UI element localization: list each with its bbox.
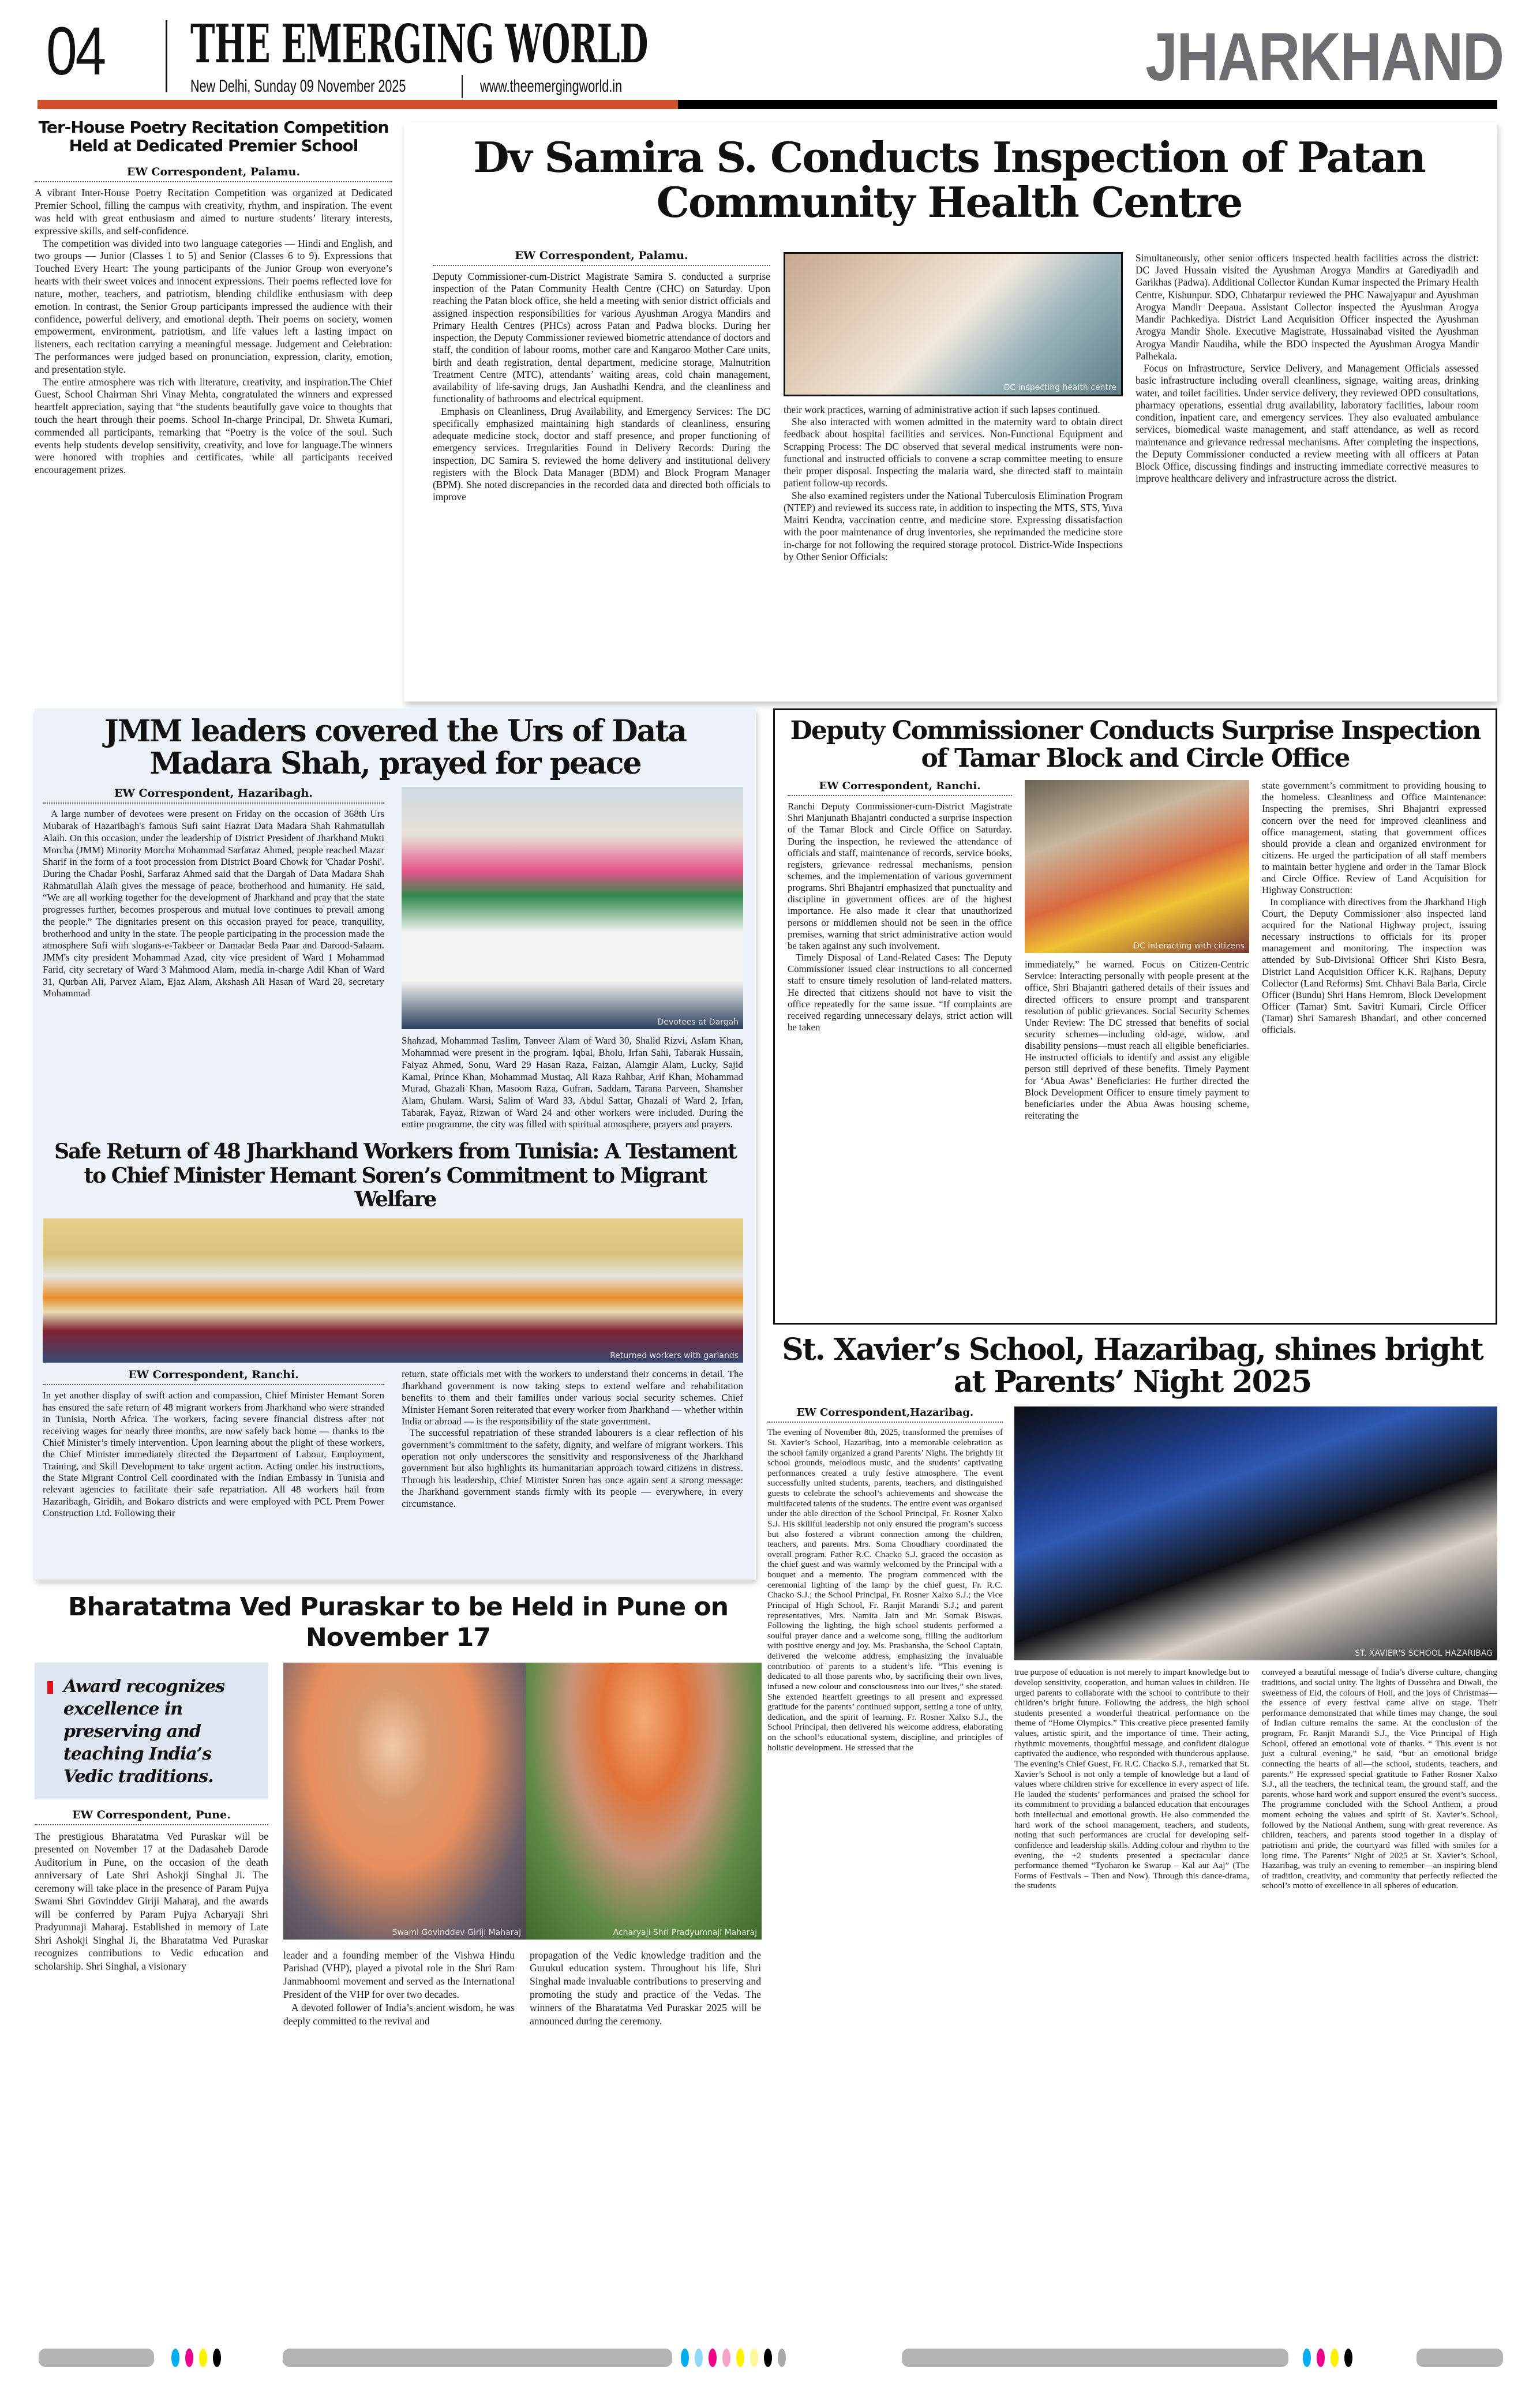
photo-alt-text: DC inspecting health centre [1003, 383, 1116, 392]
ved-column-1 [35, 1663, 268, 1973]
byline: EW Correspondent, Ranchi. [788, 780, 1012, 796]
registration-dot [185, 2349, 193, 2367]
article-ved-puraskar [35, 1592, 762, 2342]
paragraph: immediately,” he warned. Focus on Citizen-Centric Service: Interacting personally with people present at the office, Shri Bhajantri gathered details of their issues and directed officers to ensure prompt and transparent resolution of public grievances. Social Security Schemes Under Review: The DC stressed that benefits of social security schemes—including old-age, widow, and disability pensions—must reach all eligible beneficiaries. He instructed officials to identify and assist any eligible person still deprived of these benefits. Timely Payment for ‘Abua Awas’ Beneficiaries: He further directed the Block Development Officer to ensure timely payment to beneficiaries under the Abua Awas housing scheme, reiterating the [1025, 959, 1249, 1122]
ved-photo-2 [526, 1663, 762, 1940]
registration-dot [764, 2349, 772, 2367]
article-body [788, 801, 1012, 1033]
article-body [35, 1830, 268, 1973]
headline-tunisia: Safe Return of 48 Jharkhand Workers from Tunisia: A Testament to Chief Minister Hemant Soren’s Commitment to Migrant Welfare [54, 1139, 736, 1211]
registration-dot [736, 2349, 744, 2367]
headline-jmm: JMM leaders covered the Urs of Data Madara Shah, prayed for peace [104, 714, 686, 782]
paragraph: The evening of November 8th, 2025, transformed the premises of St. Xavier’s School, Hazaribag, into a memorable celebration as the school family organized a grand Parents’ Night. The brightly lit school grounds, melodious music, and the students’ captivating performances created a truly festive atmosphere. The event successfully united students, parents, teachers, and distinguished guests to celebrate the school’s achievements and showcase the multifaceted talents of the students. The entire event was organised under the able direction of the School Principal, Fr. Rosner Xalxo S.J. His skillful leadership not only ensured the program’s success but also fostered a vibrant connection among the children, teachers, and parents. Mrs. Soma Choudhary coordinated the overall program. Father R.C. Chacko S.J. graced the occasion as the chief guest and was warmly welcomed by the Principal with a bouquet and a memento. The program commenced with the ceremonial lighting of the lamp by the chief guest, Fr. R.C. Chacko S.J.; the School Principal, Fr. Rosner Xalxo S.J.; the Vice Principal of High School, Fr. Ranjit Marandi S.J.; and parent representatives, Mrs. Namita Jain and Mr. Somak Biswas. Following the lighting, the high school students performed a soulful prayer dance and a welcome song, filling the auditorium with positive energy and joy. Ms. Prashansha, the School Captain, delivered the welcome address, emphasizing the invaluable contribution of parents to a student’s life. “This evening is dedicated to all those parents who, by sacrificing their own lives, infused a new colour and consciousness into our lives,” she stated. She extended heartfelt greetings to all present and expressed gratitude for the parents’ continued support, setting a tone of unity, dedication, and the spirit of learning. Fr. Rosner Xalxo S.J., the School Principal, then delivered his welcome address, elaborating on the school’s educational system, discipline, and principles of holistic development. He stressed that the [767, 1427, 1003, 1753]
paragraph: The competition was divided into two language categories — Hindi and English, and two groups — Junior (Classes 1 to 5) and Senior (Classes 6 to 9). Expressions that Touched Every Heart: The young participants of the Junior Group won everyone’s hearts with their sweet voices and innocent expressions. Their poems reflected love for nature, mother, teachers, and patriotism, blending childlike enthusiasm with deep emotion. In contrast, the Senior Group participants impressed the audience with their confidence, powerful delivery, and emotional depth. Their poems on society, women empowerment, environment, patriotism, and life values left a lasting impact on listeners, each recitation carrying a meaningful message. Judgement and Celebration: The performances were judged based on pronunciation, expression, clarity, emotion, and presentation style. [35, 237, 392, 375]
registration-dot [1344, 2349, 1352, 2367]
dateline-divider [462, 75, 463, 98]
panel-jmm-tunisia [35, 708, 756, 1580]
paragraph: propagation of the Vedic knowledge tradition and the Gurukul education system. Throughout his life, Shri Singhal made invaluable contributions to preserving and promoting the study and practice of the Vedas. The winners of the Bharatatma Ved Puraskar 2025 will be announced during the ceremony. [530, 1949, 761, 2027]
tamar-column-2 [1025, 780, 1249, 1122]
registration-dot [778, 2349, 786, 2367]
ved-column-2 [283, 1949, 515, 2028]
registration-dot [1317, 2349, 1325, 2367]
paragraph: The prestigious Bharatatma Ved Puraskar will be presented on November 17 at the Dadasaheb Darode Auditorium in Pune, on the occasion of the death anniversary of Late Shri Ashokji Singhal Ji. The ceremony will take place in the presence of Param Pujya Swami Shri Govinddev Giriji Maharaj, and the awards will be conferred by Param Pujya Acharyaji Shri Pradyumnaji Maharaj. Established in memory of Late Shri Ashokji Singhal Ji, the Bharatatma Ved Puraskar recognizes contributions to Vedic education and scholarship. Shri Singhal, a visionary [35, 1830, 268, 1972]
registration-dot [1331, 2349, 1339, 2367]
masthead-rule-black [678, 100, 1497, 109]
xavier-photo [1014, 1406, 1497, 1660]
tamar-column-3 [1262, 780, 1486, 1036]
article-photo [784, 252, 1123, 396]
paragraph: conveyed a beautiful message of India’s diverse culture, changing traditions, and social unity. The lights of Dussehra and Diwali, the sweetness of Eid, the colours of Holi, and the joys of Christmas—the essence of every festival came alive on stage. Their performance demonstrated that while times may change, the soul of Indian culture remains the same. At the conclusion of the program, Fr. Ranjit Marandi S.J., the Vice Principal of High School, offered an emotional vote of thanks. “ This event is not just a cultural evening,” he said, “but an emotional bridge connecting the hearts of all—the school, students, teachers, and parents.” He expressed special gratitude to Father Rosner Xalxo S.J., all the teachers, the technical team, the ground staff, and the parents, whose hard work and support ensured the event’s success. The programme concluded with the School Anthem, a proud moment echoing the values and spirit of St. Xavier’s School, followed by the National Anthem, sung with great reverence. As children, teachers, and parents stood together in a display of patriotism and pride, the courtyard was filled with smiles for a long time. The Parents’ Night of 2025 at St. Xavier’s School, Hazaribag, was truly an evening to remember—an inspiring blend of tradition, creativity, and community that perfectly reflected the school’s motto of excellence in all spheres of education. [1262, 1667, 1497, 1891]
paragraph: A large number of devotees were present on Friday on the occasion of 368th Urs Mubarak of Hazaribagh's famous Sufi saint Hazrat Data Madara Shah Rahmatullah Alaih. On this occasion, under the leadership of District President of Jharkhand Mukti Morcha (JMM) Minority Morcha Mohammad Sarfaraz Ahmed, people reached Mazar Sharif in the form of a foot procession from District Board Chowk for 'Chadar Poshi'. During the Chadar Poshi, Sarfaraz Ahmed said that the Dargah of Data Madara Shah Rahmatullah Alaih gives the message of peace, brotherhood and humanity. He said, “We are all working together for the development of Jharkhand and pray that the state progresses further, becomes prosperous and mutual love continues to prevail among the people.” The dignitaries present on this occasion prayed for peace, tranquility, brotherhood and unity in the state. The people participating in the procession made the atmosphere Sufi with slogans-e-Takbeer or Damadar Beda Paar and Darood-Salaam. JMM's city president Mohammad Azad, city vice president of Ward 1 Mohammad Farid, city secretary of Ward 3 Mahmood Alam, media in-charge Adil Khan of Ward 31, Qurban Ali, Parvez Alam, Ejaz Alam, Akshash Ali Hasan of Ward 28, secretary Mohammad [43, 808, 384, 999]
paragraph: true purpose of education is not merely to impart knowledge but to develop sensitivity, cooperation, and human values in children. He urged parents to collaborate with the school to contribute to their children’s bright future. Following the address, the high school students presented a wonderful theatrical performance on the theme of “Home Olympics.” This creative piece presented family values, artistic spirit, and the importance of time. Their acting, rhythmic movements, thoughtful message, and confident dialogue captivated the audience, who responded with thunderous applause. The evening’s Chief Guest, Fr. R.C. Chacko S.J., remarked that St. Xavier’s School is not only a temple of knowledge but a land of values where children strive for excellence in every aspect of life. He lauded the students’ performances and praised the school for its commitment to providing a balanced education that encourages both intellectual and emotional growth. He also commended the hard work of the school management, teachers, and students, noting that such performances are crucial for developing self-confidence and leadership skills. Adding colour and rhythm to the evening, the +2 students presented a spectacular dance performance themed “Tyoharon ke Swarup – Kal aur Aaj” (The Forms of Festivals – Then and Now). Through this dance-drama, the students [1014, 1667, 1249, 1891]
tamar-columns [788, 780, 1486, 1122]
print-bar [1416, 2349, 1503, 2367]
jmm-column-2-wrap [402, 787, 743, 1131]
xavier-column-2 [1014, 1667, 1249, 1891]
paragraph: In yet another display of swift action and compassion, Chief Minister Hemant Soren has ensured the safe return of 48 migrant workers from Jharkhand who were stranded in Tunisia, North Africa. The workers, facing severe financial distress after not receiving wages for nearly three months, are now safely back home — thanks to the Chief Minister’s timely intervention. Upon learning about the plight of these workers, the Chief Minister immediately directed the Department of Labour, Employment, Training, and Skill Development to take urgent action. Acting under his instructions, the State Migrant Control Cell coordinated with the Indian Embassy in Tunisia and relevant agencies to facilitate their safe repatriation. All 48 workers hail from Hazaribagh, Giridih, and Bokaro districts and were employed with PCL Prem Power Construction Ltd. Following their [43, 1390, 384, 1519]
paragraph: Simultaneously, other senior officers inspected health facilities across the district: DC Javed Hussain visited the Ayushman Arogya Mandirs at Garediyadih and Garikhas (Padwa). Additional Collector Kundan Kumar inspected the Primary Health Centre, Kishunpur. SDO, Chhatarpur reviewed the PHC Nawajyapur and Ayushman Arogya Mandir Deepaua. Assistant Collector inspected the Ayushman Arogya Mandir Pachkediya. District Land Acquisition Officer inspected the Ayushman Arogya Mandir Shole. Executive Magistrate, Hussainabad visited the Ayushman Arogya Mandir Naudiha, while the BDO inspected the Ayushman Arogya Mandir Palhekala. [1135, 252, 1479, 362]
xavier-text-columns [1014, 1667, 1497, 1891]
photo-alt-text: Devotees at Dargah [657, 1018, 739, 1027]
masthead-rule-accent [38, 100, 678, 109]
article-body [43, 808, 384, 1000]
paragraph: leader and a founding member of the Vishwa Hindu Parishad (VHP), played a pivotal role in the Shri Ram Janmabhoomi movement and served as the International President of the VHP for over two decades. [283, 1949, 515, 2001]
xavier-column-3 [1262, 1667, 1497, 1891]
photo-alt-text: DC interacting with citizens [1133, 942, 1245, 951]
byline: EW Correspondent, Palamu. [433, 249, 770, 266]
paragraph: In compliance with directives from the Jharkhand High Court, the Deputy Commissioner also inspected land acquired for the National Highway project, issuing necessary instructions to officials for its proper management and monitoring. The inspection was attended by Sub-Divisional Officer Shri Kisto Besra, District Land Acquisition Officer K.K. Rajhans, Deputy Collector (Land Reforms) Smt. Chhavi Bala Barla, Circle Officer (Bundu) Shri Hans Hemrom, Block Development Officer (Tamar) Smt. Savitri Kumari, Circle Officer (Tamar) Shri Samaresh Bhandari, and other concerned officials. [1262, 896, 1486, 1036]
registration-dot [171, 2349, 179, 2367]
registration-dot [709, 2349, 717, 2367]
registration-dot [722, 2349, 730, 2367]
newspaper-title: THE EMERGING WORLD [190, 13, 648, 75]
photo-alt-text: Swami Govinddev Giriji Maharaj [392, 1927, 521, 1937]
print-bar [283, 2349, 672, 2367]
article-body [767, 1427, 1003, 1753]
jmm-column-2 [402, 1035, 743, 1131]
tamar-column-1 [788, 780, 1012, 1033]
byline: EW Correspondent, Ranchi. [43, 1368, 384, 1385]
headline: Deputy Commissioner Conducts Surprise Inspection of Tamar Block and Circle Office [790, 716, 1481, 773]
paragraph: She also examined registers under the National Tuberculosis Elimination Program (NTEP) and reviewed its success rate, in addition to inspecting the MTS, STS, Yuva Maitri Kendra, vaccination centre, and medicine store. Expressing dissatisfaction with the poor maintenance of drug inventories, she reprimanded the medicine store in-charge for not following the required storage protocol. District-Wide Inspections by Other Senior Officials: [784, 489, 1123, 562]
jmm-columns [43, 787, 748, 1131]
xavier-columns [767, 1406, 1497, 1891]
paragraph: A vibrant Inter-House Poetry Recitation Competition was organized at Dedicated Premier School, filling the campus with creativity, rhythm, and inspiration. The event was held with great enthusiasm and aimed to nurture students’ literary interests, expressive skills, and self-confidence. [35, 187, 392, 237]
pullquote-box [35, 1663, 268, 1799]
print-bar [902, 2349, 1288, 2367]
website-link[interactable]: www.theemergingworld.in [480, 77, 623, 96]
article-body [1262, 780, 1486, 1036]
xavier-right [1014, 1406, 1497, 1891]
print-bar [39, 2349, 154, 2367]
paragraph: return, state officials met with the workers to understand their concerns in detail. The Jharkhand government is now taking steps to extend welfare and rehabilitation benefits to them and their families under various social security schemes. Chief Minister Hemant Soren reiterated that every worker from Jharkhand — whether within India or abroad — is the responsibility of the state government. [402, 1368, 743, 1427]
paragraph: Focus on Infrastructure, Service Delivery, and Management Officials assessed basic infrastructure including overall cleanliness, signage, waiting areas, drinking water, and toilet facilities. Under service delivery, they reviewed OPD consultations, pharmacy operations, essential drug availability, laboratory facilities, labour room condition, inpatient care, and emergency services. They also evaluated ambulance services, biomedical waste management, and staff attendance, as well as record maintenance and grievance redressal mechanisms. After completing the inspections, the Deputy Commissioner conducted a review meeting with all officers at Patan Block Office, discussing findings and instructing immediate corrective measures to improve healthcare delivery and infrastructure across the district. [1135, 362, 1479, 485]
registration-dot [695, 2349, 703, 2367]
paragraph: Timely Disposal of Land-Related Cases: The Deputy Commissioner issued clear instructions to all concerned staff to ensure timely resolution of land-related matters. He directed that citizens should not have to visit the office repeatedly for the same issue. “If complaints are received regarding unnecessary delays, strict action will be taken [788, 952, 1012, 1033]
paragraph: Shahzad, Mohammad Taslim, Tanveer Alam of Ward 30, Shalid Rizvi, Aslam Khan, Mohammad were present in the program. Iqbal, Bholu, Irfan Sahi, Tabarak Hussain, Faiyaz Ahmed, Sonu, Ward 29 Hasan Raza, Faizan, Alamgir Alam, Lucky, Sajid Kamal, Prince Khan, Mohammad Mustaq, Ali Raza Rahbar, Arif Khan, Mohammad Murad, Ghazali Khan, Masoom Raza, Gufran, Saddam, Tarana Parveen, Shamsher Alam, Ghulam. Warsi, Salim of Ward 33, Abdul Sattar, Ghazali of Ward 2, Irfan, Tabarak, Fayaz, Rizwan of Ward 24 and other workers were included. During the entire programme, the city was filled with spiritual atmosphere, prayers and prayers. [402, 1035, 743, 1130]
registration-dot [681, 2349, 689, 2367]
ved-columns [35, 1663, 762, 2028]
photo-alt-text: Returned workers with garlands [610, 1351, 739, 1361]
jmm-photo [402, 787, 743, 1029]
paragraph: The entire atmosphere was rich with literature, creativity, and inspiration.The Chief Guest, School Chairman Shri Vinay Mehta, congratulated the winners and expressed heartfelt appreciation, saying that “the students beautifully gave voice to thoughts that touch the heart through their poems. School In-charge Principal, Dr. Shweta Kumari, commended all participants, remarking that “Poetry is the voice of the soul. Such events help students develop sensitivity, creativity, and love for language.The winners were honored with trophies and certificates, while all participants received encouragement prizes. [35, 376, 392, 476]
page-number: 04 [46, 13, 105, 89]
paragraph: She also interacted with women admitted in the maternity ward to obtain direct feedback about hospital facilities and services. Non-Functional Equipment and Scrapping Process: The DC observed that several medical instruments were non-functional and instructed officials to convene a scrap committee meeting to ensure their proper disposal. Inspecting the malaria ward, she directed staff to maintain patient follow-up records. [784, 416, 1123, 489]
paragraph: A devoted follower of India’s ancient wisdom, he was deeply committed to the revival and [283, 2002, 515, 2027]
article-body [784, 404, 1123, 563]
section-label: JHARKHAND [1145, 19, 1503, 95]
article-body [402, 1368, 743, 1510]
pullquote [47, 1675, 258, 1788]
masthead-divider [166, 20, 167, 92]
article-body [1135, 252, 1479, 485]
dateline: New Delhi, Sunday 09 November 2025 [190, 77, 406, 96]
photo-alt-text: Acharyaji Shri Pradyumnaji Maharaj [613, 1927, 757, 1937]
headline: Ter-House Poetry Recitation Competition Held at Dedicated Premier School [38, 118, 389, 156]
article-body [43, 1390, 384, 1519]
ved-right [283, 1663, 762, 2028]
ved-photos [283, 1663, 762, 1940]
bullet-icon [47, 1681, 53, 1694]
registration-dot [750, 2349, 758, 2367]
column-3 [1135, 252, 1479, 485]
byline: EW Correspondent, Hazaribagh. [43, 787, 384, 804]
paragraph: Emphasis on Cleanliness, Drug Availability, and Emergency Services: The DC specifically emphasized maintaining high standards of cleanliness, ensuring adequate medicine stock, doctor and staff presence, and proper functioning of emergency services. Irregularities Found in Delivery Records: During the inspection, DC Samira S. reviewed the home delivery and institutional delivery registers with the Block Data Manager (BDM) and Block Program Manager (BPM). She noted discrepancies in the recorded data and directed both officials to improve [433, 405, 770, 503]
column-2 [784, 404, 1123, 563]
tunisia-column-1 [43, 1368, 384, 1519]
article-body [1025, 959, 1249, 1122]
tunisia-columns [43, 1368, 748, 1519]
paragraph: Ranchi Deputy Commissioner-cum-District Magistrate Shri Manjunath Bhajantri conducted a surprise inspection of the Tamar Block and Circle Office on Saturday. During the inspection, he reviewed the attendance of officials and staff, maintenance of records, service books, registers, grievance redressal mechanisms, pension schemes, and the implementation of various government programs. Shri Bhajantri emphasized that punctuality and discipline in government offices are of the highest importance. He also made it clear that unauthorized persons or middlemen should not be seen in the office premises, warning that strict administrative action would be taken against any such involvement. [788, 801, 1012, 951]
tunisia-column-2 [402, 1368, 743, 1510]
tunisia-photo [43, 1218, 743, 1363]
photo-alt-text: ST. XAVIER'S SCHOOL HAZARIBAG [1355, 1649, 1493, 1659]
article-poetry [35, 118, 392, 698]
article-health-centre [404, 122, 1497, 702]
tamar-photo [1025, 780, 1249, 953]
article-body [433, 271, 770, 503]
registration-dot [1303, 2349, 1311, 2367]
headline: St. Xavier’s School, Hazaribag, shines bright at Parents’ Night 2025 [782, 1332, 1483, 1400]
article-tamar [773, 708, 1497, 1325]
ved-text-columns [283, 1949, 762, 2028]
jmm-column-1 [43, 787, 384, 1000]
paragraph: The successful repatriation of these stranded labourers is a clear reflection of his government’s commitment to the safety, dignity, and welfare of migrant workers. This operation not only underscores the sensitivity and responsiveness of the Jharkhand government but also highlights its humanitarian approach toward citizens in distress. Through his leadership, Chief Minister Soren has once again sent a strong message: the Jharkhand government stands firmly with its people — everywhere, in every circumstance. [402, 1427, 743, 1509]
pullquote-text: Award recognizes excellence in preserving and teaching India’s Vedic traditions. [63, 1676, 224, 1787]
paragraph: state government’s commitment to providing housing to the homeless. Cleanliness and Office Maintenance: Inspecting the premises, Shri Bhajantri expressed concern over the need for improved cleanliness and office management, stating that government offices should provide a clean and organized environment for citizens. He urged the participation of all staff members to maintain better hygiene and order in the Tamar Block and Circle Office. Review of Land Acquisition for Highway Construction: [1262, 780, 1486, 896]
article-body [35, 187, 392, 477]
xavier-column-1 [767, 1406, 1003, 1753]
paragraph: Deputy Commissioner-cum-District Magistrate Samira S. conducted a surprise inspection of the Patan Community Health Centre (CHC) on Saturday. Upon reaching the Patan block office, she held a meeting with senior district officials and assigned inspection responsibilities for various Ayushman Arogya Mandirs and Primary Health Centres (PHCs) across Patan and Padwa blocks. During her inspection, the Deputy Commissioner reviewed biometric attendance of doctors and staff, the condition of labour rooms, mother care and Kangaroo Mother Care units, birth and death registration, dental department, medicine storage, Malnutrition Treatment Centre (MTC), attendants’ waiting areas, cold chain management, availability of life-saving drugs, Jan Aushadhi Kendra, and the cleanliness and functionality of bathrooms and electrical equipment. [433, 271, 770, 405]
registration-dot [199, 2349, 207, 2367]
column-1 [433, 249, 770, 503]
registration-dot [213, 2349, 221, 2367]
byline: EW Correspondent, Pune. [35, 1809, 268, 1825]
ved-column-3 [530, 1949, 761, 2028]
headline: Dv Samira S. Conducts Inspection of Patan Community Health Centre [473, 133, 1425, 227]
article-st-xaviers [767, 1334, 1497, 2341]
paragraph: their work practices, warning of administrative action if such lapses continued. [784, 404, 1100, 415]
byline: EW Correspondent,Hazaribag. [767, 1406, 1003, 1423]
byline: EW Correspondent, Palamu. [35, 166, 392, 182]
ved-photo-1 [283, 1663, 526, 1940]
headline: Bharatatma Ved Puraskar to be Held in Pune on November 17 [68, 1592, 729, 1652]
